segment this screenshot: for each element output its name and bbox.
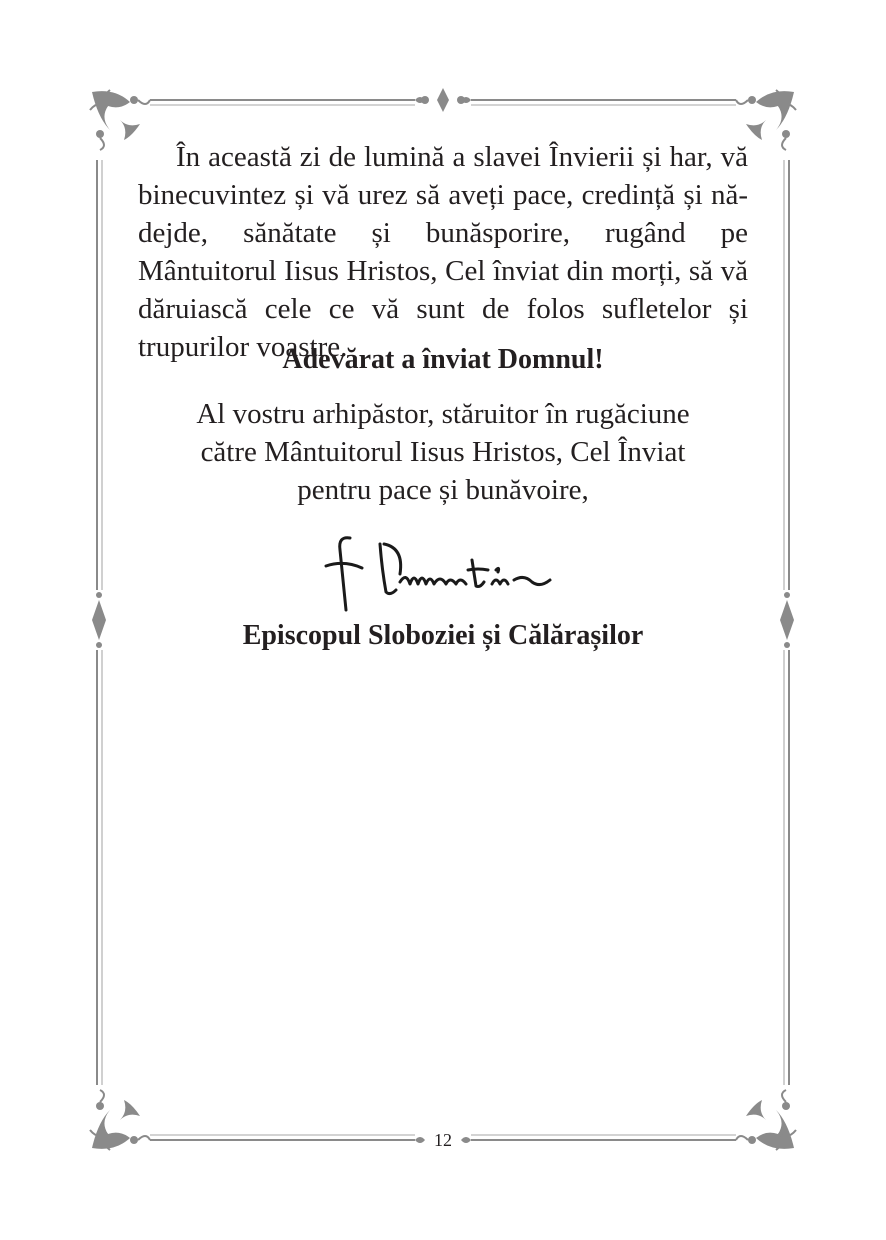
- closing-line: pentru pace și bunăvoire,: [297, 474, 589, 506]
- paragraph-line: dejde, sănătate și bunăsporire, rugând pe Mântuitorul: [138, 217, 748, 287]
- closing-line: Al vostru arhipăstor, stăruitor în rugăciune: [196, 398, 690, 430]
- paragraph-line: cele ce vă sunt de folos sufletelor și trupurilor voastre.: [138, 293, 749, 363]
- closing-line: către Mântuitorul Iisus Hristos, Cel Înviat: [200, 436, 686, 468]
- fleuron-ornament: [780, 592, 794, 648]
- paragraph-line: Iisus Hristos, Cel înviat din morți, să vă dăruiască: [138, 255, 749, 325]
- floral-corner-ornament: [90, 1090, 150, 1150]
- fleuron-ornament: [92, 592, 106, 648]
- floral-corner-ornament: [736, 1090, 796, 1150]
- paragraph-line: În această zi de lumină a slavei Învierii și har, vă: [176, 141, 748, 173]
- signoff-title: Episcopul Sloboziei și Călărașilor: [242, 620, 644, 651]
- body-paragraph: [138, 138, 748, 366]
- paragraph-line: binecuvintez și vă urez să aveți pace, credință și nă-: [138, 179, 748, 211]
- page-number: 12: [434, 1130, 452, 1150]
- closing-text: [138, 395, 748, 509]
- fleuron-ornament: [415, 88, 471, 112]
- handwritten-signature: [300, 530, 570, 620]
- easter-greeting-heading: Adevărat a înviat Domnul!: [282, 344, 604, 375]
